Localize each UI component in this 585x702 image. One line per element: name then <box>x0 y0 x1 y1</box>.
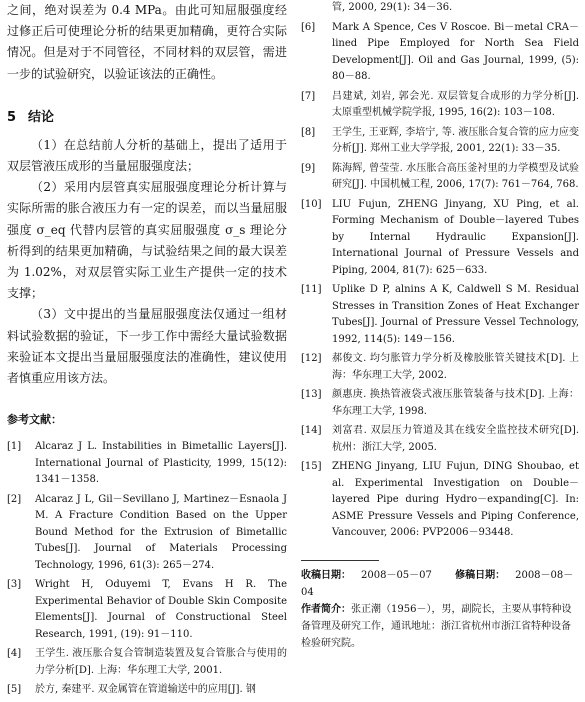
reference-list <box>7 439 287 699</box>
reference-number: [3] <box>7 579 22 591</box>
reference-text: Alcaraz J L, Gil－Sevillano J, Martinez－Esnaola J M. A Fracture Condition Based on the Upper Bound Method for the Extrusion of Bimetallic Tubes[J]. Journal of Materials Processing Technology, 1996, 61(3): 265－274. <box>35 493 287 571</box>
reference-item <box>301 197 579 280</box>
references-heading: 参考文献： <box>7 413 62 427</box>
reference-number: [11] <box>301 284 322 295</box>
reference-number: [2] <box>7 493 22 505</box>
reference-item <box>301 351 579 384</box>
reference-item <box>301 125 579 158</box>
reference-number: [5] <box>7 684 22 696</box>
reference-number: [1] <box>7 441 22 453</box>
reference-number: [7] <box>301 90 316 102</box>
reference-number: [6] <box>301 21 316 33</box>
author-label: 作者简介： <box>301 603 351 615</box>
right-column <box>301 0 579 652</box>
reference-number: [13] <box>301 389 322 400</box>
reference-number: [14] <box>301 425 322 436</box>
reference-text: ZHENG Jinyang, LIU Fujun, DING Shoubao, et al. Experimental Investigation on Double－layered Pipe during Hydro－expanding[C]. In: ASME Pressure Vessels and Piping Conference, Vancouver, 2006: PVP2006－93448. <box>332 461 579 538</box>
reference-text: 吕建斌, 刘岩, 郭会光. 双层管复合成形的力学分析[J]. 太原重型机械学院学报, 1995, 16(2): 103－108. <box>332 90 579 118</box>
reference-item <box>301 161 579 194</box>
reference-item <box>7 646 287 679</box>
reference-item <box>7 682 287 699</box>
reference-text: 郝俊文. 均匀胀管力学分析及橡胶胀管关键技术[D]. 上海：华东理工大学, 2002. <box>332 353 579 381</box>
reference-text: Mark A Spence, Ces V Roscoe. Bi－metal CRA－lined Pipe Employed for North Sea Field Development[J]. Oil and Gas Journal, 1999, (5): 80－88. <box>332 21 579 82</box>
reference-number: [12] <box>301 353 322 364</box>
reference-text: Wright H, Oduyemi T, Evans H R. The Experimental Behavior of Double Skin Composite Elements[J]. Journal of Constructional Steel Research, 1991, (19): 91－110. <box>35 579 287 640</box>
reference-item <box>301 282 579 348</box>
conclusion-paragraph: （3）文中提出的当量屈服强度法仅通过一组材料试验数据的验证，下一步工作中需经大量试验数据来验证本文提出当量屈服强度法的准确性，建议使用者慎重应用该方法。 <box>7 307 287 386</box>
reference-text: 陈海辉, 曾莹莹. 水压胀合高压釜衬里的力学模型及试验研究[J]. 中国机械工程, 2006, 17(7): 761－764, 768. <box>332 162 579 190</box>
reference-item <box>301 89 579 122</box>
received-date: 2008－05－07 <box>361 569 432 581</box>
intro-paragraph: 之间，绝对误差为 0.4 MPa。由此可知屈服强度经过修正后可使理论分析的结果更加精确，更符合实际情况。但是对于不同管径，不同材料的双层管，需进一步的试验研究，以验证该法的正确性。 <box>7 3 287 81</box>
reference-item <box>301 459 579 542</box>
revised-date: 2008－08－04 <box>301 569 574 598</box>
author-note <box>301 601 579 652</box>
reference-number: [9] <box>301 162 316 174</box>
reference-text: 王学生. 液压胀合复合管制造装置及复合管胀合与使用的力学分析[D]. 上海：华东理工大学, 2001. <box>35 648 287 676</box>
reference-text: LIU Fujun, ZHENG Jinyang, XU Ping, et al. Forming Mechanism of Double－layered Tubes by Internal Hydraulic Expansion[J]. International Journal of Pressure Vessels and Piping, 2004, 81(7): 625－633. <box>332 198 579 276</box>
reference-list <box>301 20 579 542</box>
left-column <box>7 0 287 702</box>
reference-number: [10] <box>301 198 322 210</box>
reference-item <box>7 439 287 489</box>
author-text: 张正潮（1956－），男，副院长，主要从事特种设备管理及研究工作，通讯地址：浙江省杭州市浙江省特种设备检验研究院。 <box>301 603 572 649</box>
received-label: 收稿日期： <box>301 569 351 581</box>
reference-number: [8] <box>301 126 316 138</box>
reference-number: [15] <box>301 461 322 472</box>
reference-item <box>7 492 287 575</box>
section-title: 结论 <box>28 109 55 125</box>
conclusion-paragraph: （1）在总结前人分析的基础上，提出了适用于双层管液压成形的当量屈服强度法； <box>7 137 287 174</box>
reference-text: 颜惠庚. 换热管液袋式液压胀管装备与技术[D]. 上海：华东理工大学, 1998. <box>332 389 579 417</box>
reference-text: 刘富君. 双层压力管道及其在线安全监控技术研究[D]. 杭州：浙江大学, 2005. <box>332 425 579 453</box>
article-metadata <box>301 567 579 652</box>
reference-text: 王学生, 王亚辉, 李培宁, 等. 液压胀合复合管的应力应变分析[J]. 郑州工业大学学报, 2001, 22(1): 33－35. <box>332 126 579 154</box>
reference-text: 於方, 秦建平. 双金属管在管道输送中的应用[J]. 钢 <box>35 684 256 696</box>
footnote-divider <box>301 560 379 561</box>
reference-item <box>301 20 579 86</box>
reference-text: Alcaraz J L. Instabilities in Bimetallic Layers[J]. International Journal of Plasticity, 1999, 15(12): 1341－1358. <box>35 441 287 486</box>
reference-item <box>301 387 579 420</box>
reference-text: Uplike D P, alnins A K, Caldwell S M. Residual Stresses in Transition Zones of Heat Exchanger Tubes[J]. Journal of Pressure Vessel Technology, 1992, 114(5): 149－156. <box>332 284 579 345</box>
section-heading <box>7 106 287 125</box>
reference-item <box>7 577 287 643</box>
revised-label: 修稿日期： <box>455 569 506 581</box>
reference-continuation: 管, 2000, 29(1): 34－36. <box>332 2 453 13</box>
date-row <box>301 567 579 601</box>
section-number: 5 <box>7 109 17 125</box>
reference-item <box>301 423 579 456</box>
conclusion-paragraph: （2）采用内层管真实屈服强度理论分析计算与实际所需的胀合液压力有一定的误差，而以当量屈服强度 σ_eq 代替内层管的真实屈服强度 σ_s 理论分析得到的结果更加精确，与试验结果之间的最大误差为 1.02%，对双层管实际工业生产提供一定的技术支撑； <box>7 180 287 301</box>
reference-number: [4] <box>7 648 22 660</box>
